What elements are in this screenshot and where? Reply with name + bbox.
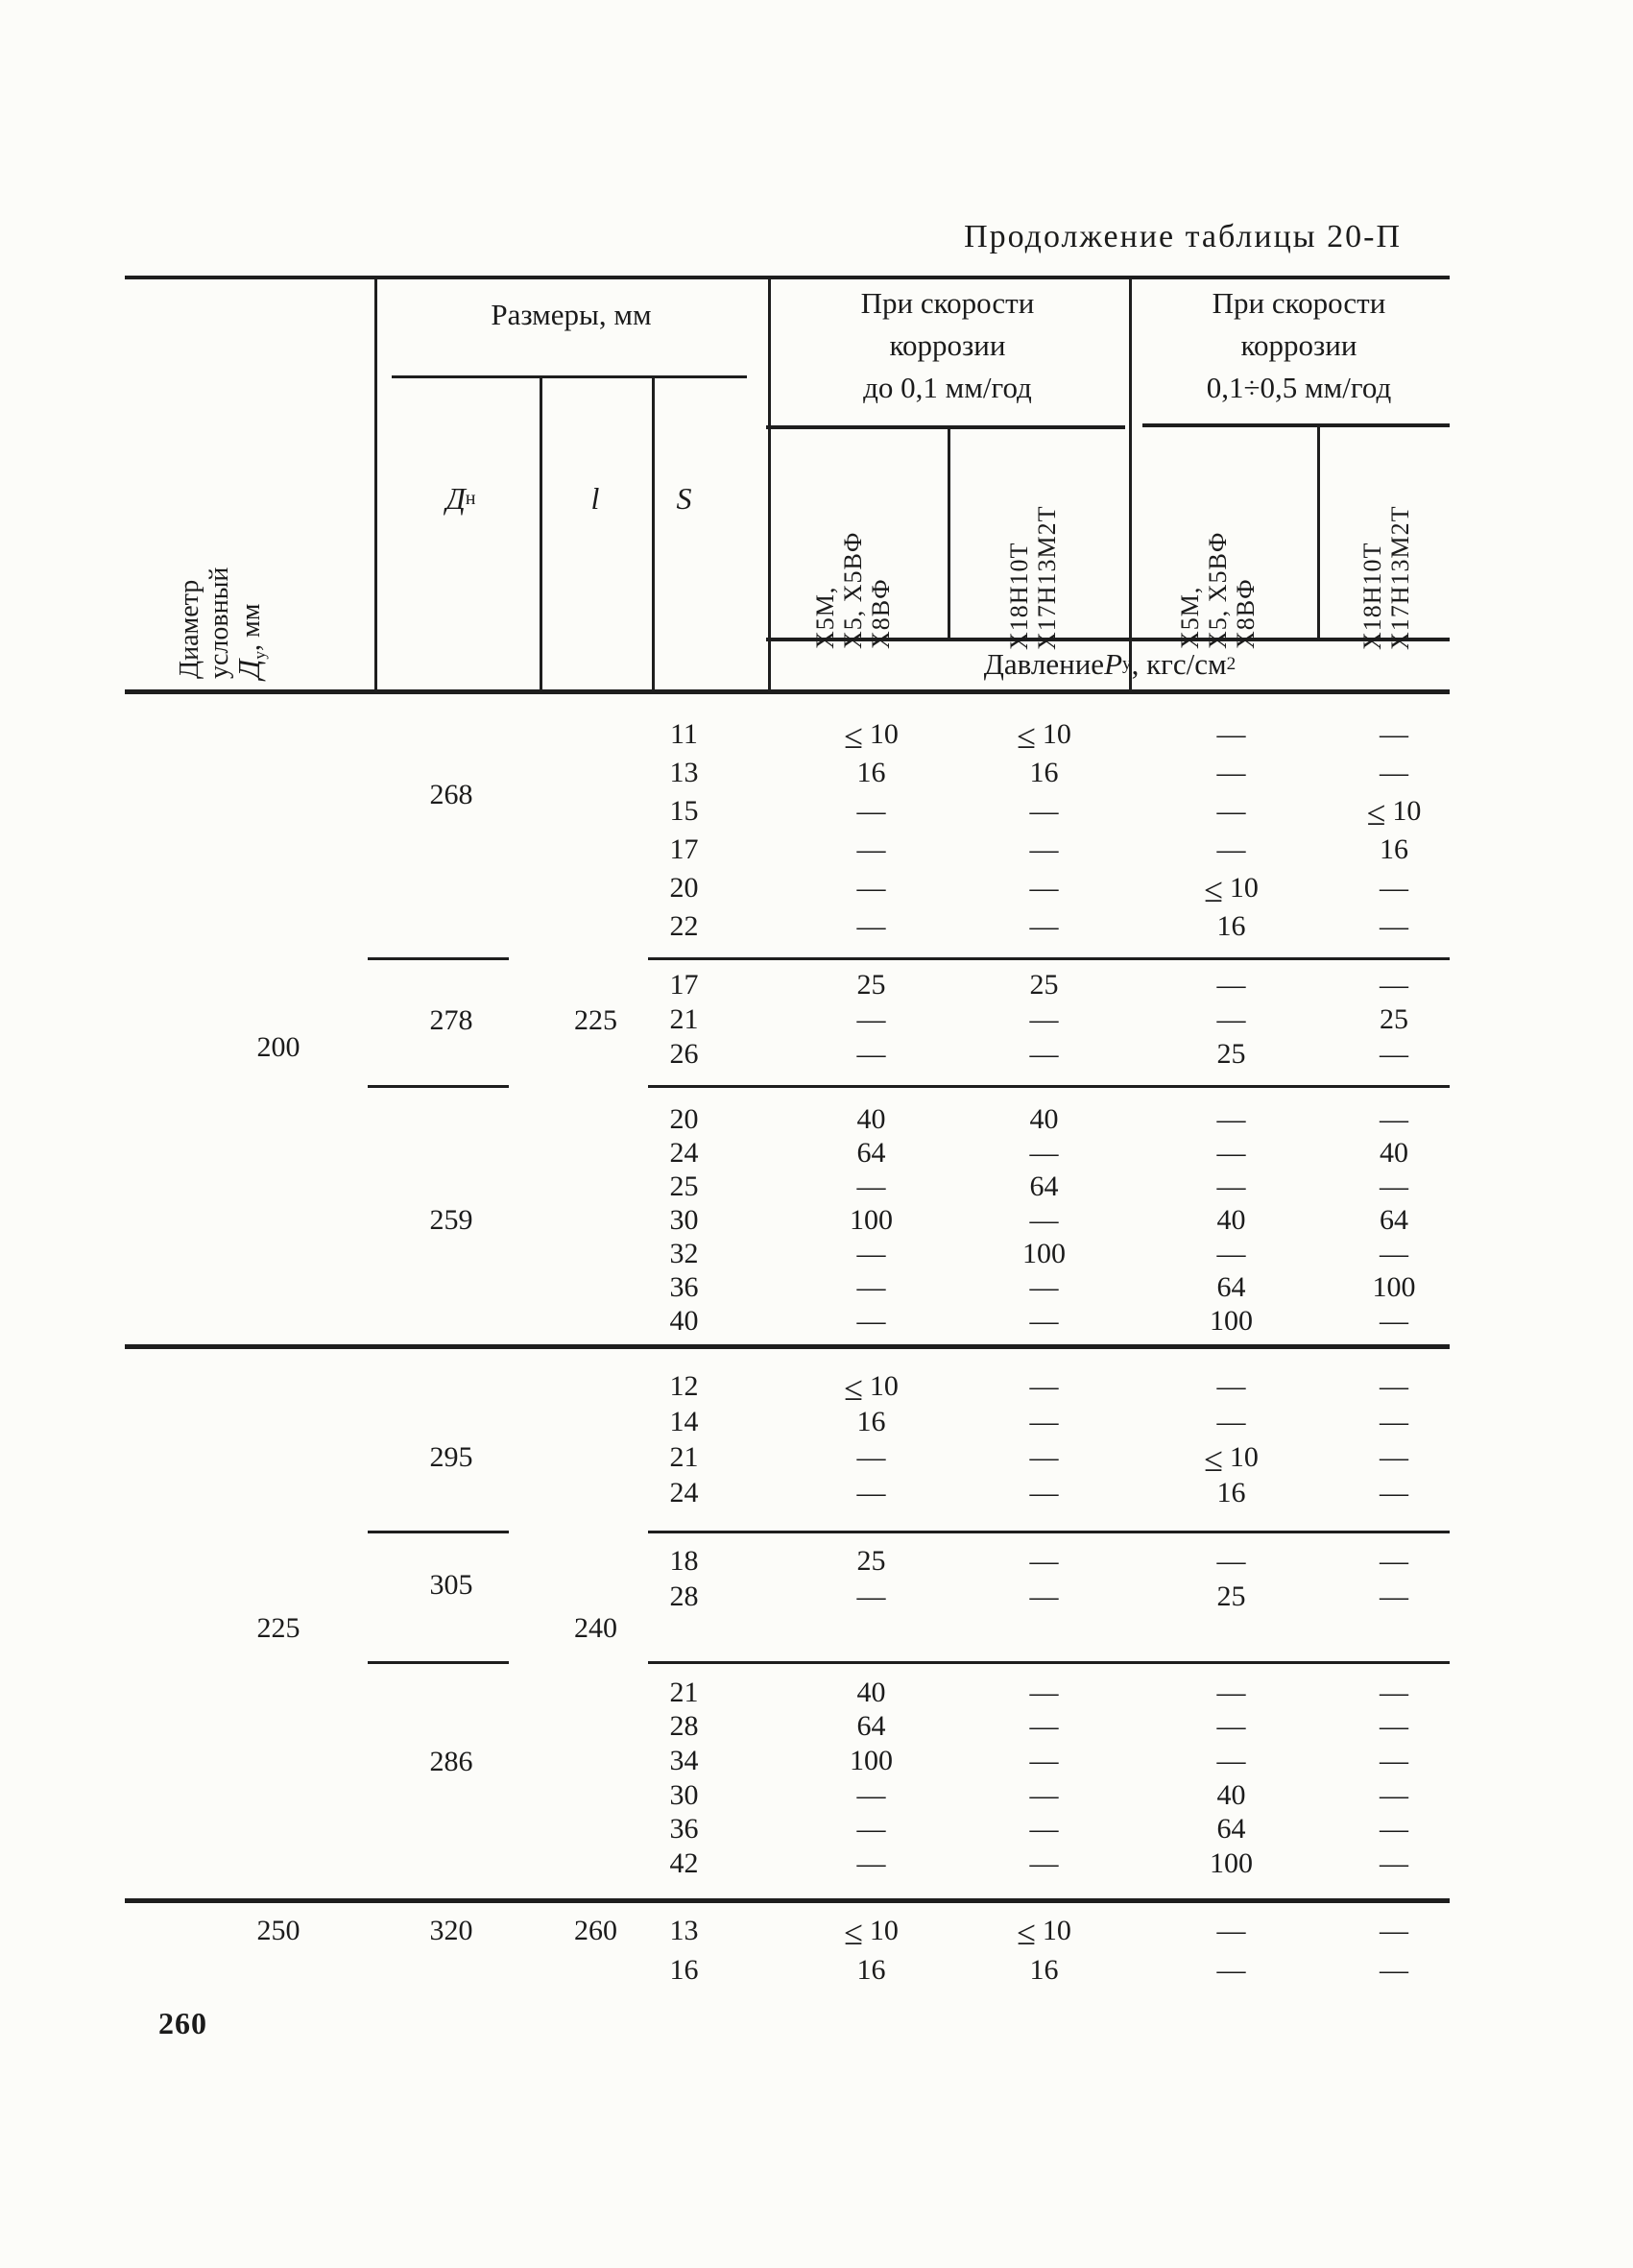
group2-line1: При скорости (1212, 286, 1386, 320)
no-value-dash: — (1029, 1676, 1059, 1708)
dia-header-line2: условный (204, 567, 234, 679)
table-row (0, 1305, 1633, 1339)
no-value-dash: — (1380, 969, 1408, 1001)
no-value-dash: — (1380, 1476, 1408, 1508)
less-equal-sign: ≤ (1017, 717, 1036, 756)
wall-thickness-value: 17 (669, 833, 699, 865)
wall-thickness-value: 13 (669, 757, 699, 788)
column-header-steel-x18-group1 (1005, 410, 1065, 650)
no-value-dash: — (1216, 1238, 1246, 1270)
col-sep-dia-sizes (374, 276, 377, 691)
less-equal-sign: ≤ (1204, 871, 1223, 909)
col-sep-steel-group2 (1317, 425, 1320, 639)
pressure-value: 16 (1380, 833, 1408, 865)
dn-separator-rule (368, 1661, 509, 1664)
table-row (0, 1475, 1633, 1510)
wall-thickness-value: 28 (669, 1580, 699, 1612)
wall-thickness-value: 21 (669, 1440, 699, 1473)
no-value-dash: — (1029, 1544, 1059, 1577)
wall-thickness-value: 17 (669, 969, 699, 1001)
column-header-corrosion-group1 (766, 282, 1129, 409)
no-value-dash: — (1029, 1305, 1059, 1338)
no-value-dash: — (856, 1476, 886, 1508)
no-value-dash: — (1216, 1369, 1246, 1402)
wall-thickness-value: 15 (669, 795, 699, 827)
wall-thickness-value: 21 (669, 1003, 699, 1035)
table-row (0, 831, 1633, 869)
table-row (0, 1102, 1633, 1136)
no-value-dash: — (1029, 1038, 1059, 1070)
block-separator-rule (648, 1661, 1450, 1664)
no-value-dash: — (1216, 1170, 1246, 1202)
column-header-wall-thickness: S (676, 480, 692, 516)
wall-thickness-value: 42 (669, 1847, 699, 1880)
steel-a-line3: Х8ВФ (1232, 578, 1260, 649)
dn-label: 286 (429, 1746, 473, 1777)
table-row (0, 1037, 1633, 1072)
no-value-dash: — (856, 1238, 886, 1270)
pressure-value: 25 (856, 969, 886, 1001)
pressure-value: 16 (1216, 910, 1246, 942)
page-number: 260 (158, 2005, 207, 2040)
pressure-value: ≤ 10 (844, 1913, 899, 1952)
wall-thickness-value: 20 (669, 872, 699, 904)
wall-thickness-value: 30 (669, 1203, 699, 1236)
no-value-dash: — (1029, 1476, 1059, 1508)
no-value-dash: — (1029, 872, 1059, 904)
less-equal-sign: ≤ (844, 717, 863, 756)
pressure-value: ≤ 10 (1017, 717, 1071, 756)
less-equal-sign: ≤ (1366, 794, 1386, 832)
less-equal-sign: ≤ (1204, 1439, 1223, 1479)
column-header-nominal-diameter (175, 420, 270, 679)
wall-thickness-value: 24 (669, 1136, 699, 1169)
table-row (0, 754, 1633, 792)
pressure-value: ≤ 10 (1204, 871, 1259, 909)
pressure-value: ≤ 10 (844, 1368, 899, 1408)
pressure-value: 100 (850, 1203, 893, 1236)
pressure-value: 25 (1216, 1580, 1246, 1612)
table-top-rule (125, 276, 1450, 279)
no-value-dash: — (1380, 718, 1408, 750)
table-row (0, 1950, 1633, 1990)
wall-thickness-value: 36 (669, 1813, 699, 1846)
section-separator-rule (125, 1344, 1450, 1349)
no-value-dash: — (1380, 1544, 1408, 1577)
no-value-dash: — (1380, 1170, 1408, 1202)
no-value-dash: — (1380, 1745, 1408, 1777)
block-separator-rule (648, 1531, 1450, 1533)
no-value-dash: — (1216, 833, 1246, 865)
wall-thickness-value: 36 (669, 1271, 699, 1304)
table-row (0, 1439, 1633, 1479)
no-value-dash: — (1216, 1745, 1246, 1777)
group2-line2: коррозии (1240, 328, 1357, 362)
steel-b-line1: Х18Н10Т (1005, 542, 1033, 650)
pressure-value: 16 (1029, 757, 1059, 788)
dia-header-line1: Диаметр (175, 579, 204, 679)
dy-label: 225 (256, 1612, 300, 1644)
group1-line1: При скорости (860, 286, 1035, 320)
no-value-dash: — (1029, 1003, 1059, 1035)
pressure-row-header: Давление Р у , кгс/см 2 (983, 647, 1237, 681)
no-value-dash: — (1380, 1778, 1408, 1811)
no-value-dash: — (1029, 1745, 1059, 1777)
wall-thickness-value: 25 (669, 1170, 699, 1202)
no-value-dash: — (856, 1440, 886, 1473)
pressure-value: 64 (856, 1710, 886, 1743)
pressure-value: 16 (856, 1953, 886, 1986)
wall-thickness-value: 13 (669, 1914, 699, 1946)
table-row (0, 1238, 1633, 1271)
col-sep-steel-group1 (948, 427, 950, 639)
no-value-dash: — (1216, 1102, 1246, 1135)
wall-thickness-value: 16 (669, 1953, 699, 1986)
wall-thickness-value: 24 (669, 1476, 699, 1508)
table-row (0, 1404, 1633, 1439)
no-value-dash: — (856, 910, 886, 942)
no-value-dash: — (1216, 757, 1246, 788)
pressure-value: 40 (1029, 1102, 1059, 1135)
no-value-dash: — (1380, 1238, 1408, 1270)
table-row (0, 1846, 1633, 1881)
table-row (0, 869, 1633, 907)
block-separator-rule (648, 1085, 1450, 1088)
steel-a-line1: Х5М, (1176, 586, 1204, 649)
pressure-value: 64 (1216, 1813, 1246, 1846)
table-row (0, 1911, 1633, 1950)
no-value-dash: — (1216, 1953, 1246, 1986)
column-header-steel-x5m-group2 (1176, 428, 1262, 649)
dn-label: 278 (429, 1004, 473, 1036)
steel-a-line1: Х5М, (811, 586, 839, 649)
less-equal-sign: ≤ (844, 1913, 863, 1952)
dia-header-line3: $Д_у$, мм (231, 603, 270, 679)
wall-thickness-value: 40 (669, 1305, 699, 1338)
pressure-value: 25 (1216, 1038, 1246, 1070)
section-separator-rule (125, 1898, 1450, 1903)
column-header-sizes: Размеры, мм (491, 298, 652, 331)
table-continuation-title: Продолжение таблицы 20-П (964, 219, 1402, 254)
no-value-dash: — (1029, 1440, 1059, 1473)
dn-label: 268 (429, 779, 473, 810)
wall-thickness-value: 12 (669, 1369, 699, 1402)
pressure-value: ≤ 10 (1017, 1913, 1071, 1952)
pressure-value: ≤ 10 (1366, 794, 1422, 832)
pressure-value: 16 (856, 1405, 886, 1437)
steel-a-line3: Х8ВФ (867, 578, 895, 649)
table-row (0, 907, 1633, 946)
no-value-dash: — (1380, 872, 1408, 904)
no-value-dash: — (1029, 1778, 1059, 1811)
pressure-value: 64 (1380, 1203, 1408, 1236)
no-value-dash: — (856, 1170, 886, 1202)
no-value-dash: — (1216, 1544, 1246, 1577)
dy-label: 200 (256, 1031, 300, 1063)
pressure-value: 16 (1029, 1953, 1059, 1986)
group2-line3: 0,1÷0,5 мм/год (1206, 371, 1392, 404)
column-header-length: l (590, 480, 600, 516)
no-value-dash: — (1029, 910, 1059, 942)
no-value-dash: — (856, 833, 886, 865)
wall-thickness-value: 11 (670, 718, 698, 750)
pressure-value: 40 (856, 1102, 886, 1135)
pressure-value: 64 (1216, 1271, 1246, 1304)
steel-a-line2: Х5, Х5ВФ (1204, 531, 1232, 649)
no-value-dash: — (1380, 1813, 1408, 1846)
no-value-dash: — (1029, 1136, 1059, 1169)
pressure-value: 40 (1216, 1778, 1246, 1811)
no-value-dash: — (856, 1580, 886, 1612)
no-value-dash: — (1380, 1369, 1408, 1402)
no-value-dash: — (1029, 1847, 1059, 1880)
no-value-dash: — (856, 872, 886, 904)
wall-thickness-value: 20 (669, 1102, 699, 1135)
no-value-dash: — (1216, 795, 1246, 827)
no-value-dash: — (1216, 969, 1246, 1001)
wall-thickness-value: 34 (669, 1745, 699, 1777)
no-value-dash: — (1380, 1914, 1408, 1946)
no-value-dash: — (856, 1038, 886, 1070)
no-value-dash: — (1380, 1305, 1408, 1338)
pressure-value: 25 (1029, 969, 1059, 1001)
column-header-steel-x18-group2 (1358, 410, 1418, 650)
pressure-value: 40 (856, 1676, 886, 1708)
dn-label: 259 (429, 1204, 473, 1236)
table-row (0, 1136, 1633, 1170)
wall-thickness-value: 28 (669, 1710, 699, 1743)
no-value-dash: — (1029, 795, 1059, 827)
pressure-value: 100 (1210, 1847, 1253, 1880)
no-value-dash: — (856, 1847, 886, 1880)
pressure-value: 64 (1029, 1170, 1059, 1202)
wall-thickness-value: 14 (669, 1405, 699, 1437)
no-value-dash: — (1216, 718, 1246, 750)
less-equal-sign: ≤ (1017, 1913, 1036, 1952)
no-value-dash: — (1029, 1369, 1059, 1402)
pressure-value: 100 (1210, 1305, 1253, 1338)
col-sep-l-s (652, 377, 655, 691)
no-value-dash: — (856, 795, 886, 827)
no-value-dash: — (1216, 1914, 1246, 1946)
pressure-value: 25 (856, 1544, 886, 1577)
pressure-value: ≤ 10 (1204, 1439, 1259, 1479)
no-value-dash: — (1216, 1676, 1246, 1708)
pressure-value: 40 (1380, 1136, 1408, 1169)
dn-label: 295 (429, 1441, 473, 1473)
dn-separator-rule (368, 1531, 509, 1533)
no-value-dash: — (1380, 1676, 1408, 1708)
dn-label: 305 (429, 1569, 473, 1601)
block-separator-rule (648, 957, 1450, 960)
no-value-dash: — (1380, 1440, 1408, 1473)
pressure-value: 100 (850, 1745, 893, 1777)
no-value-dash: — (1380, 757, 1408, 788)
table-row (0, 1368, 1633, 1408)
table-row (0, 1744, 1633, 1778)
no-value-dash: — (1380, 1710, 1408, 1743)
table-row (0, 1002, 1633, 1037)
no-value-dash: — (1380, 1405, 1408, 1437)
table-row (0, 1813, 1633, 1847)
pressure-value: 40 (1216, 1203, 1246, 1236)
no-value-dash: — (1380, 1847, 1408, 1880)
table-row (0, 1203, 1633, 1237)
dn-separator-rule (368, 957, 509, 960)
table-row (0, 1271, 1633, 1305)
no-value-dash: — (1029, 1271, 1059, 1304)
table-row (0, 715, 1633, 754)
wall-thickness-value: 32 (669, 1238, 699, 1270)
dy-label: 250 (256, 1915, 300, 1946)
pressure-value: 100 (1022, 1238, 1066, 1270)
table-row (0, 792, 1633, 831)
wall-thickness-value: 30 (669, 1778, 699, 1811)
no-value-dash: — (1029, 1580, 1059, 1612)
wall-thickness-value: 22 (669, 910, 699, 942)
steel-b-line1: Х18Н10Т (1358, 542, 1386, 650)
no-value-dash: — (1029, 1710, 1059, 1743)
table-row (0, 1676, 1633, 1710)
no-value-dash: — (856, 1271, 886, 1304)
no-value-dash: — (1380, 1038, 1408, 1070)
no-value-dash: — (1380, 1102, 1408, 1135)
wall-thickness-value: 26 (669, 1038, 699, 1070)
less-equal-sign: ≤ (844, 1368, 863, 1408)
pressure-value: 100 (1372, 1271, 1416, 1304)
pressure-value: ≤ 10 (844, 717, 899, 756)
no-value-dash: — (856, 1305, 886, 1338)
no-value-dash: — (1216, 1003, 1246, 1035)
table-row (0, 1170, 1633, 1203)
no-value-dash: — (1029, 1203, 1059, 1236)
no-value-dash: — (1216, 1136, 1246, 1169)
pressure-value: 16 (856, 757, 886, 788)
header-bottom-rule (125, 689, 1450, 694)
steel-b-line2: Х17Н13М2Т (1386, 505, 1414, 650)
l-label: 240 (574, 1612, 617, 1644)
col-sep-dn-l (540, 377, 542, 691)
no-value-dash: — (1029, 1813, 1059, 1846)
steel-a-line2: Х5, Х5ВФ (839, 531, 867, 649)
group1-line3: до 0,1 мм/год (863, 371, 1032, 404)
no-value-dash: — (1380, 910, 1408, 942)
l-label: 225 (574, 1004, 617, 1036)
wall-thickness-value: 21 (669, 1676, 699, 1708)
pressure-value: 16 (1216, 1476, 1246, 1508)
no-value-dash: — (1216, 1710, 1246, 1743)
no-value-dash: — (1029, 1405, 1059, 1437)
no-value-dash: — (856, 1778, 886, 1811)
table-row (0, 1543, 1633, 1579)
wall-thickness-value: 18 (669, 1544, 699, 1577)
no-value-dash: — (1029, 833, 1059, 865)
no-value-dash: — (856, 1813, 886, 1846)
dn-separator-rule (368, 1085, 509, 1088)
table-row (0, 1778, 1633, 1813)
pressure-value: 64 (856, 1136, 886, 1169)
column-header-steel-x5m-group1 (811, 428, 898, 649)
no-value-dash: — (1216, 1405, 1246, 1437)
table-row (0, 968, 1633, 1002)
no-value-dash: — (1380, 1953, 1408, 1986)
no-value-dash: — (856, 1003, 886, 1035)
group1-line2: коррозии (889, 328, 1006, 362)
no-value-dash: — (1380, 1580, 1408, 1612)
l-label: 260 (574, 1915, 617, 1946)
pressure-value: 25 (1380, 1003, 1408, 1035)
column-header-outer-diameter: Д н (445, 480, 476, 516)
sizes-underline-rule (392, 375, 747, 378)
dn-label: 320 (429, 1915, 473, 1946)
column-header-corrosion-group2 (1126, 282, 1472, 409)
table-row (0, 1710, 1633, 1745)
table-row (0, 1579, 1633, 1614)
steel-b-line2: Х17Н13М2Т (1033, 505, 1061, 650)
